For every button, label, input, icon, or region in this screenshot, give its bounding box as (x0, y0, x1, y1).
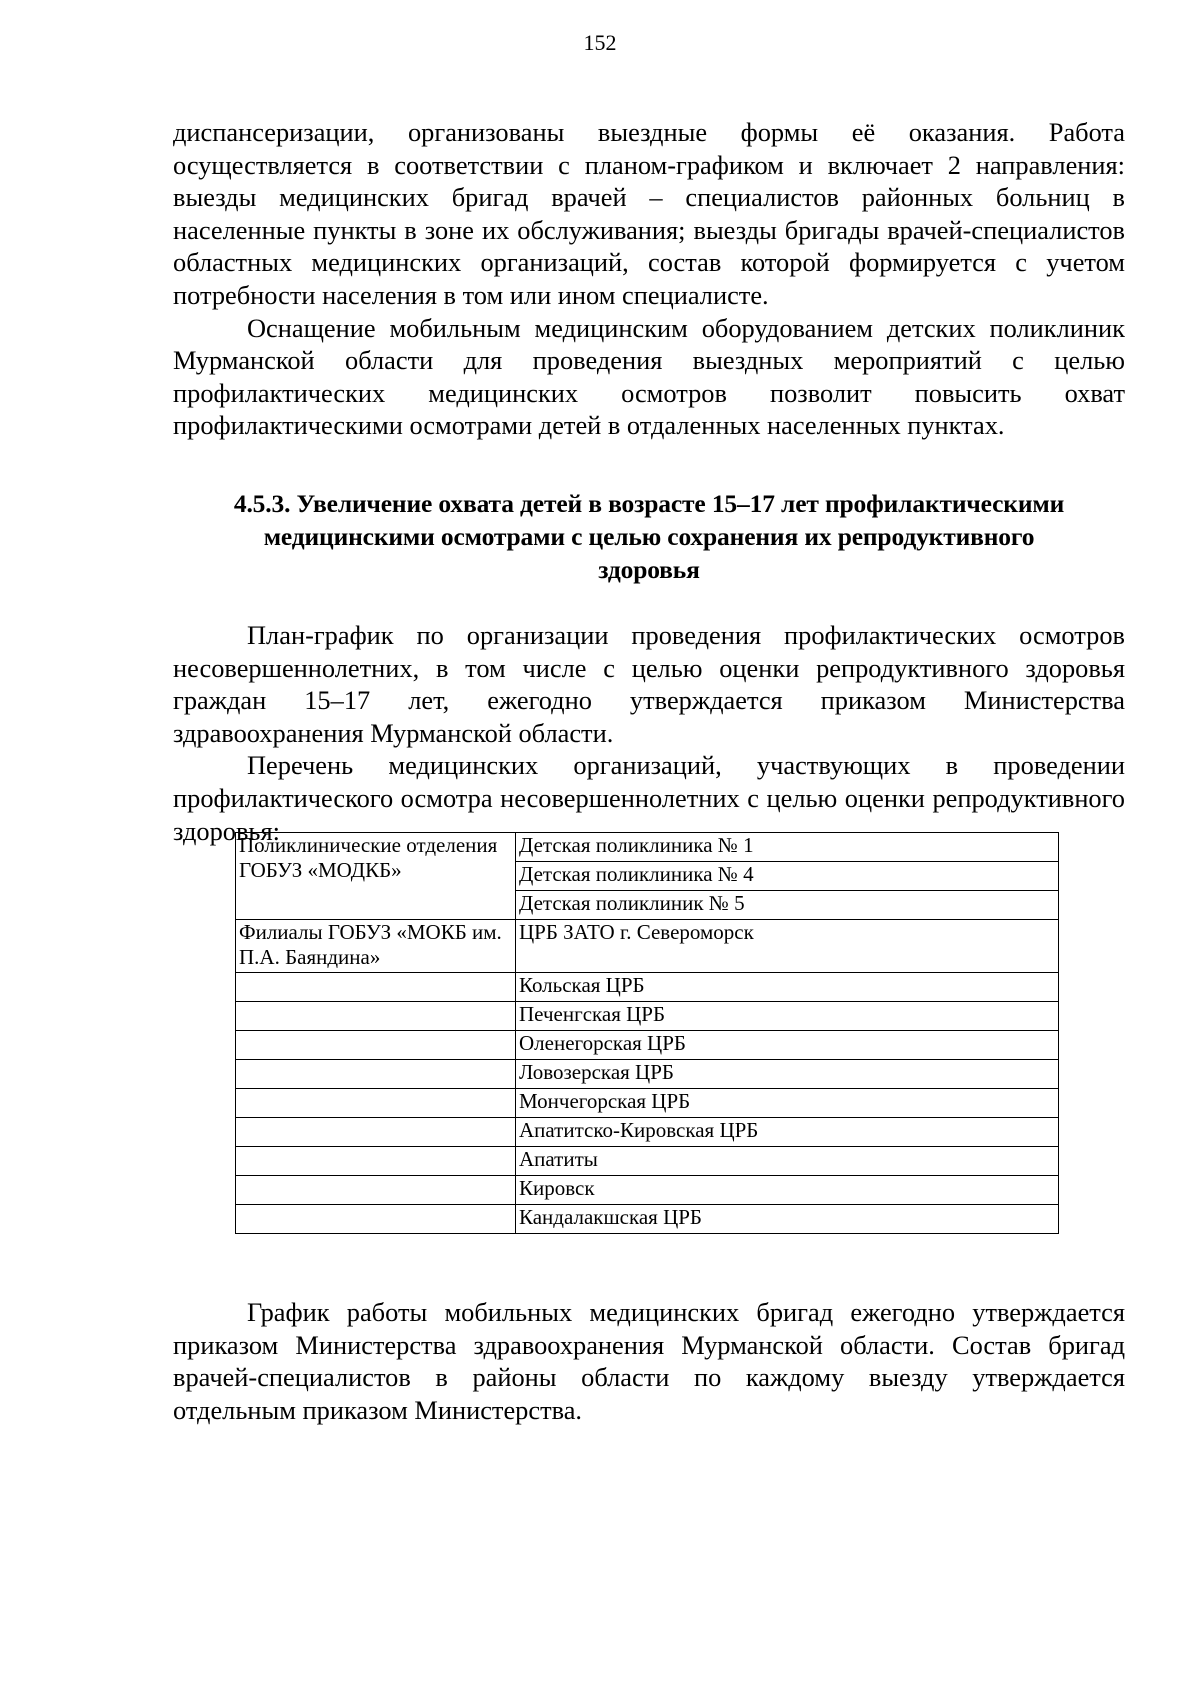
table-cell-organization: Оленегорская ЦРБ (516, 1031, 1059, 1060)
table-cell-organization: ЦРБ ЗАТО г. Североморск (516, 920, 1059, 973)
table-cell-organization: Апатиты (516, 1147, 1059, 1176)
table-row (236, 1205, 1059, 1234)
section-heading-line-3: здоровья (598, 554, 700, 584)
table-cell-organization: Печенгская ЦРБ (516, 1002, 1059, 1031)
table-cell-organization: Кандалакшская ЦРБ (516, 1205, 1059, 1234)
table-row (236, 973, 1059, 1002)
table-cell-empty (236, 1089, 516, 1118)
table-cell-empty (236, 1118, 516, 1147)
table-cell-empty (236, 1002, 516, 1031)
table-row (236, 1002, 1059, 1031)
table-row (236, 1089, 1059, 1118)
paragraph-org-list-intro: Перечень медицинских организаций, участвующих в проведении профилактического осмотра несовершеннолетних с целью оценки репродуктивного здоровья: (173, 750, 1125, 846)
table-row (236, 1147, 1059, 1176)
paragraph-schedule: План-график по организации проведения профилактических осмотров несовершеннолетних, в том числе с целью оценки репродуктивного здоровья граждан 15–17 лет, ежегодно утверждается приказом Министерства здравоохранения Мурманской области. (173, 619, 1125, 748)
table-cell-organization: Детская поликлиника № 1 (516, 833, 1059, 862)
document-body (173, 116, 1125, 847)
table-row (236, 833, 1059, 862)
table-cell-empty (236, 1060, 516, 1089)
table-row (236, 1118, 1059, 1147)
table-cell-organization: Детская поликлиника № 4 (516, 862, 1059, 891)
table-cell-empty (236, 1205, 516, 1234)
paragraph-dispensary: диспансеризации, организованы выездные формы её оказания. Работа осуществляется в соответствии с планом-графиком и включает 2 направления: выезды медицинских бригад врачей – специалистов районных больниц в населенные пункты в зоне их обслуживания; выезды бригады врачей-специалистов областных медицинских организаций, состав которой формируется с учетом потребности населения в том или ином специалисте. (173, 117, 1125, 310)
document-body-bottom (173, 1296, 1125, 1426)
medical-organizations-table (235, 832, 1059, 1234)
paragraph-equipment: Оснащение мобильным медицинским оборудованием детских поликлиник Мурманской области для проведения выездных мероприятий с целью профилактических медицинских осмотров позволит повысить охват профилактическими осмотрами детей в отдаленных населенных пунктах. (173, 312, 1125, 441)
table-cell-organization: Ловозерская ЦРБ (516, 1060, 1059, 1089)
table-cell-organization: Кировск (516, 1176, 1059, 1205)
table-cell-empty (236, 1031, 516, 1060)
section-heading (173, 487, 1125, 586)
table-cell-organization: Детская поликлиник № 5 (516, 891, 1059, 920)
table-cell-empty (236, 973, 516, 1002)
paragraph-mobile-brigades: График работы мобильных медицинских бригад ежегодно утверждается приказом Министерства здравоохранения Мурманской области. Состав бригад врачей-специалистов в районы области по каждому выезду утверждается отдельным приказом Министерства. (173, 1297, 1125, 1425)
section-heading-line-2: медицинскими осмотрами с целью сохранения их репродуктивного (263, 521, 1035, 551)
table-cell-organization: Апатитско-Кировская ЦРБ (516, 1118, 1059, 1147)
table-row (236, 920, 1059, 973)
table-cell-empty (236, 1147, 516, 1176)
section-heading-line-1: 4.5.3. Увеличение охвата детей в возрасте 15–17 лет профилактическими (233, 488, 1065, 518)
table-row (236, 1060, 1059, 1089)
table-row (236, 1176, 1059, 1205)
table-cell-organization: Мончегорская ЦРБ (516, 1089, 1059, 1118)
table-cell-organization: Кольская ЦРБ (516, 973, 1059, 1002)
table-row (236, 1031, 1059, 1060)
table-cell-empty (236, 1176, 516, 1205)
page-number: 152 (583, 30, 617, 55)
group-label-polyclinic-departments: Поликлинические отделения ГОБУЗ «МОДКБ» (236, 833, 516, 920)
group-label-branches: Филиалы ГОБУЗ «МОКБ им. П.А. Баяндина» (236, 920, 516, 973)
